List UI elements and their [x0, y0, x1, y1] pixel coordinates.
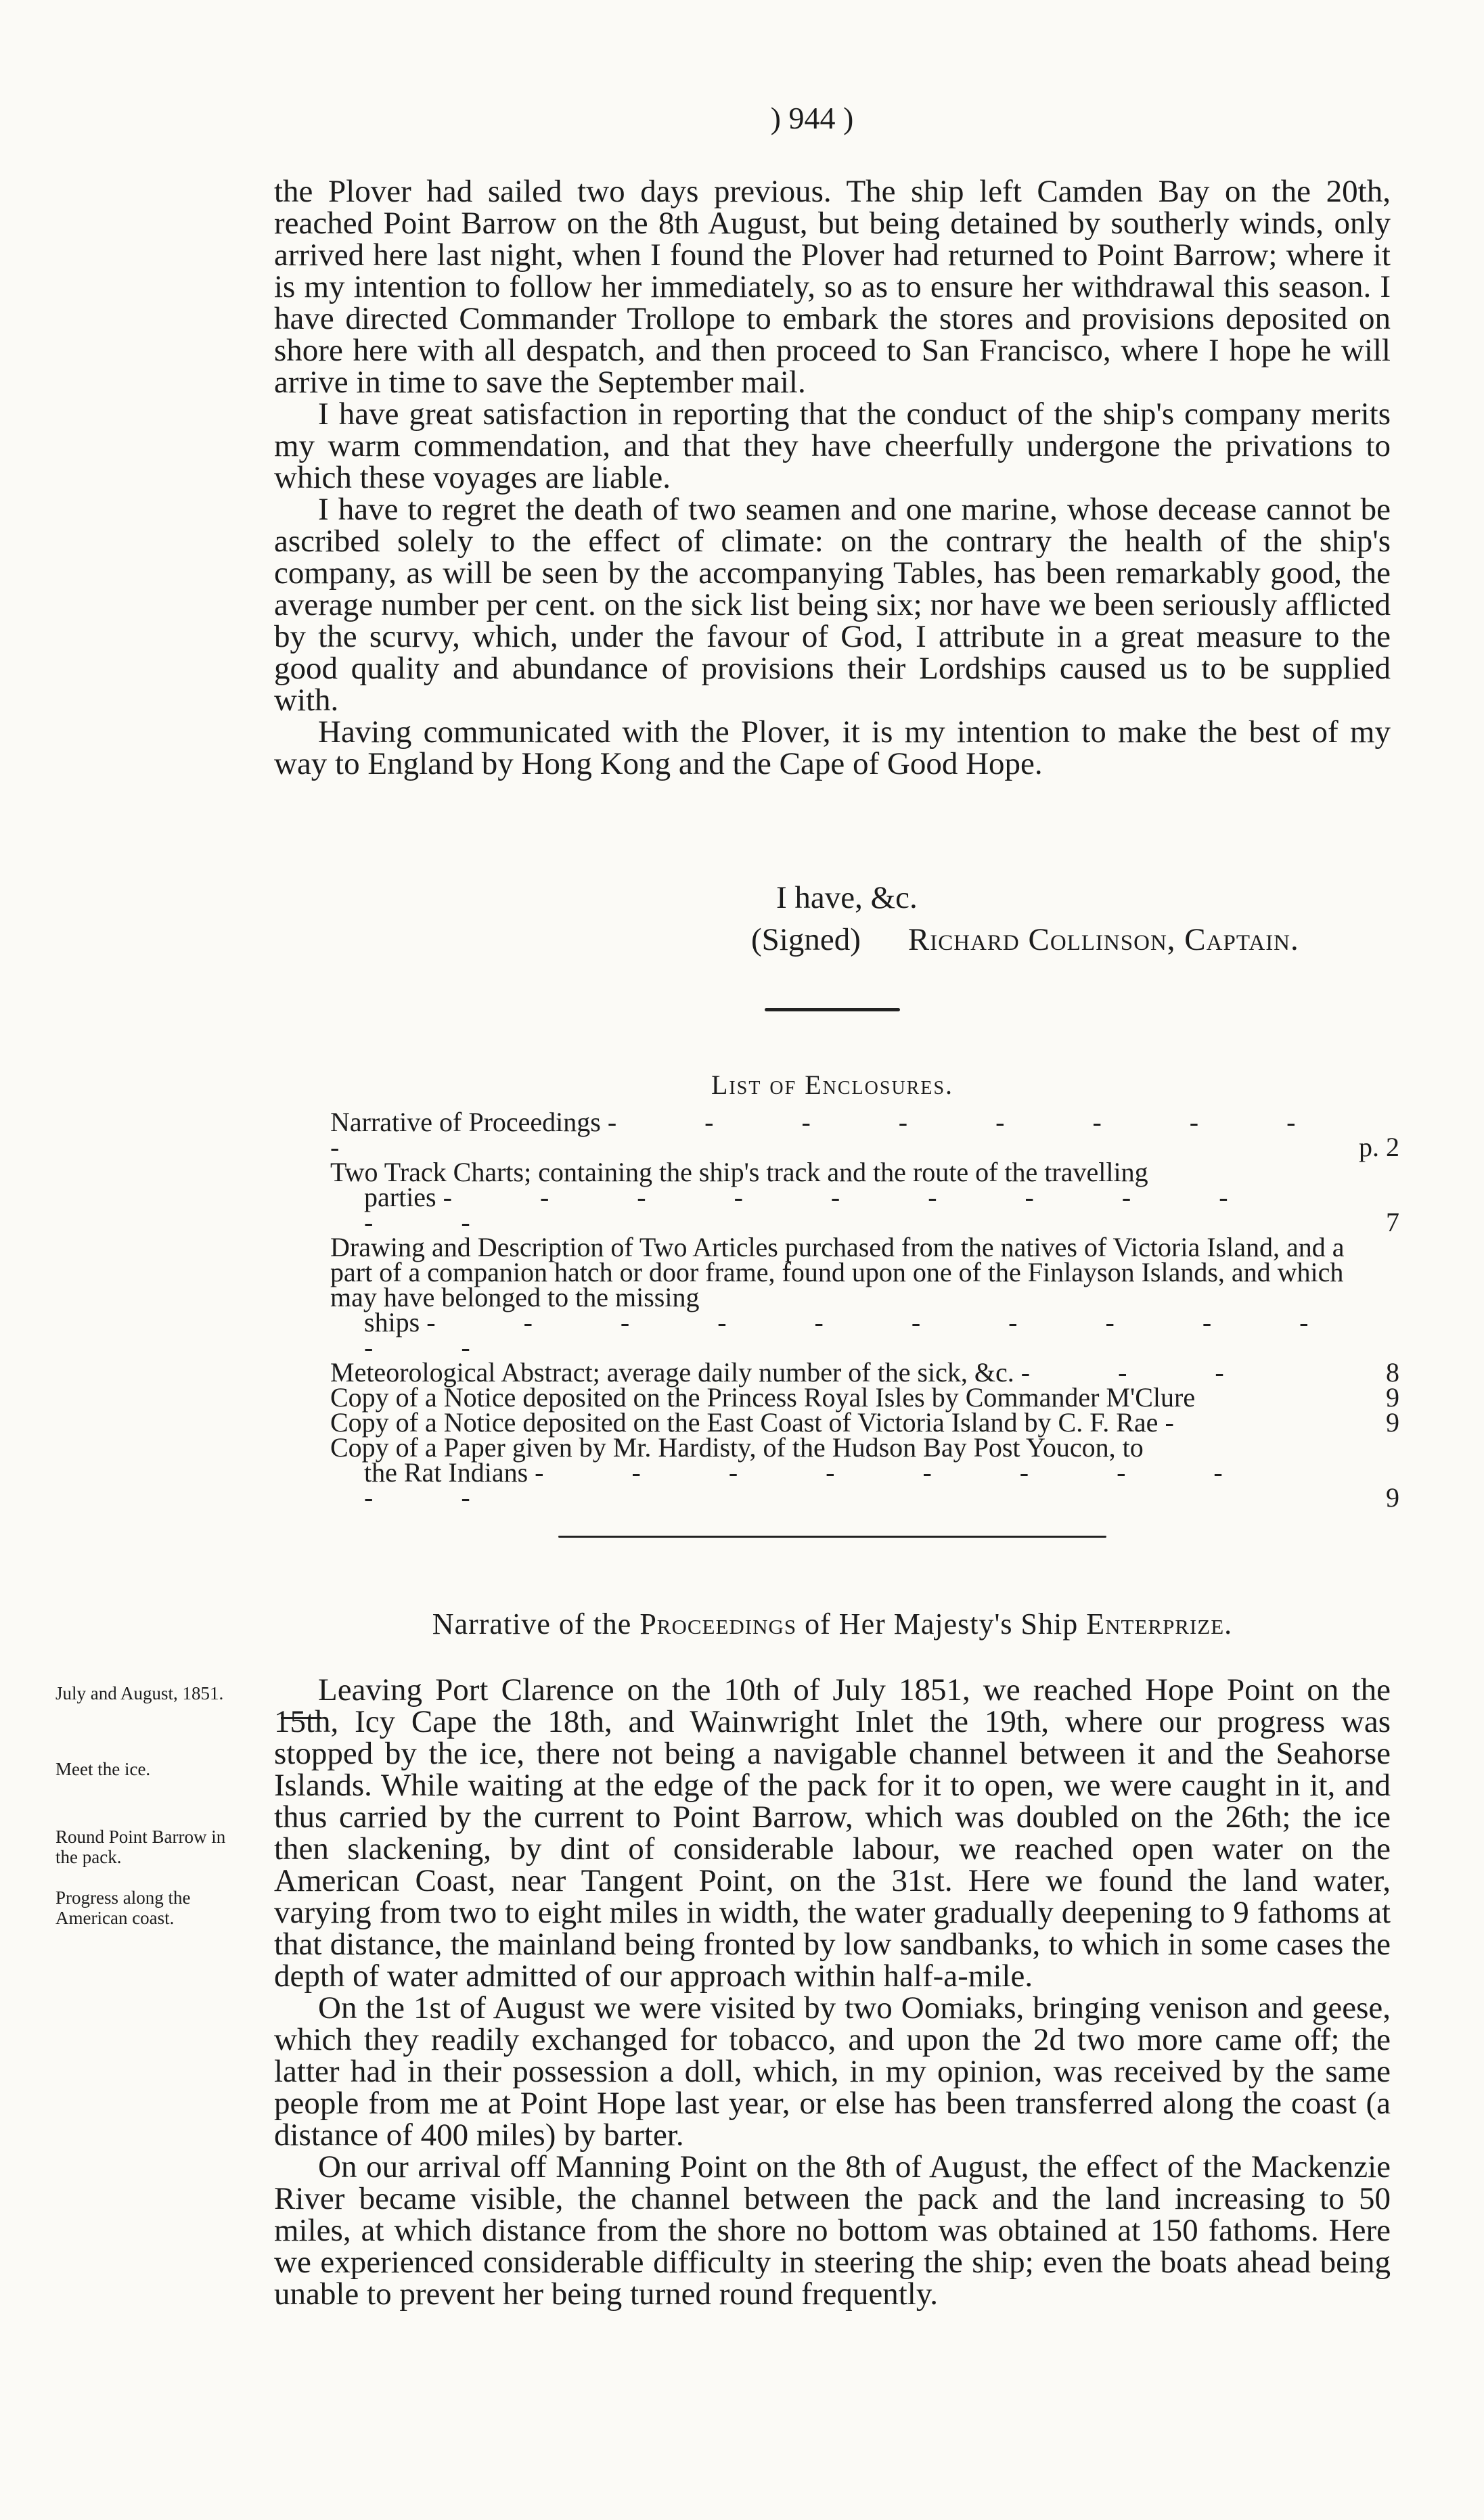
narrative-paragraph: On our arrival off Manning Point on the 8th of August, the effect of the Mackenzie River became visible, the channel between the pack and the land increasing to 50 miles, at which distance from the shore no bottom was obtained at 150 fathoms. Here we experienced considerable difficulty in steering the ship; even the boats ahead being unable to prevent her being turned round frequently. [274, 2149, 1391, 2312]
narrative-title [274, 1607, 1391, 1641]
letter-paragraph: I have to regret the death of two seamen and one marine, whose decease cannot be ascribed solely to the effect of climate: on the contrary the health of the ship's company, as will be seen by the accompanying Tables, has been remarkably good, the average number per cent. on the sick list being six; nor have we been seriously afflicted by the scurvy, which, under the favour of God, I attribute in a great measure to the good quality and abundance of provisions their Lordships caused us to be supplied with. [274, 492, 1391, 718]
letter-paragraph: the Plover had sailed two days previous. The ship left Camden Bay on the 20th, reached Point Barrow on the 8th August, but being detained by southerly winds, only arrived here last night, when I found the Plover had returned to Point Barrow; where it is my intention to follow her immediately, so as to ensure her withdrawal this season. I have directed Commander Trollope to embark the stores and provisions deposited on shore here with all despatch, and then proceed to San Francisco, where I hope he will arrive in time to save the September mail. [274, 174, 1391, 400]
narrative-title-proceedings: Proceedings [639, 1607, 797, 1641]
narrative-title-prefix: Narrative of the [432, 1607, 632, 1641]
enclosure-text: Copy of a Notice deposited on the East Coast of Victoria Island by C. F. Rae [330, 1407, 1159, 1438]
margin-note: Progress along the American coast. [55, 1887, 191, 1928]
enclosure-text: Copy of a Paper given by Mr. Hardisty, of the Hudson Bay Post Youcon, to [330, 1432, 1144, 1463]
list-item [330, 1357, 1399, 1388]
signed-label: (Signed) [751, 922, 861, 957]
list-item [330, 1157, 1399, 1237]
section-divider [765, 1008, 900, 1011]
list-item [330, 1109, 1399, 1160]
enclosure-page: p. 2 [1359, 1132, 1399, 1162]
enclosure-leader: - - - - - - - - - - - - [364, 1307, 1349, 1362]
enclosure-leader: - [1165, 1407, 1215, 1438]
closing-line: I have, &c. [776, 880, 918, 915]
enclosure-text: Copy of a Notice deposited on the Princess Royal Isles by Commander M'Clure [330, 1382, 1196, 1413]
list-item [330, 1432, 1399, 1513]
enclosure-text: Meteorological Abstract; average daily number of the sick, &c. [330, 1357, 1014, 1388]
enclosure-page: 9 [1386, 1407, 1399, 1438]
enclosure-text: Two Track Charts; containing the ship's track and the route of the travelling [330, 1157, 1148, 1187]
narrative-paragraph: On the 1st of August we were visited by two Oomiaks, bringing venison and geese, which they readily exchanged for tobacco, and upon the 2d two more came off; the latter had in their possession a doll, which, in my opinion, was received by the same people from me at Point Hope last year, or else has been transferred along the coast (a distance of 400 miles) by barter. [274, 1990, 1391, 2153]
list-item [330, 1382, 1399, 1413]
enclosure-cont: the Rat Indians [364, 1457, 529, 1488]
margin-note: Meet the ice. [55, 1759, 151, 1779]
enclosure-leader: - - - - - - - - - - [364, 1457, 1263, 1513]
enclosure-page: 9 [1386, 1482, 1399, 1513]
enclosure-leader: - - - [1020, 1357, 1265, 1388]
signature-line [751, 921, 1299, 958]
enclosure-page: 8 [1386, 1357, 1399, 1388]
narrative-title-mid: of Her Majesty's Ship [805, 1607, 1079, 1641]
letter-body [274, 176, 1391, 780]
enclosure-leader: - - - - - - - - - [330, 1107, 1336, 1162]
enclosure-cont: parties [364, 1182, 436, 1212]
page-number: ) 944 ) [770, 101, 854, 135]
enclosure-text: Drawing and Description of Two Articles purchased from the natives of Victoria Island, and a part of a companion hatch or door frame, found upon one of the Finlayson Islands, and which may have belonged to the missing [330, 1232, 1345, 1312]
section-divider [558, 1536, 1106, 1538]
enclosure-cont: ships [364, 1307, 420, 1337]
list-item [330, 1407, 1399, 1438]
enclosure-leader: - - - - - - - - - - - [364, 1182, 1269, 1237]
enclosures-title: List of Enclosures. [711, 1070, 954, 1100]
enclosures-list [330, 1107, 1399, 1513]
enclosure-page: 7 [1386, 1207, 1399, 1237]
list-item [330, 1232, 1399, 1362]
narrative-paragraph: Leaving Port Clarence on the 10th of July 1851, we reached Hope Point on the 15th, Icy Cape the 18th, and Wainwright Inlet the 19th, where our progress was stopped by the ice, there not being a navigable channel between it and the Seahorse Islands. While waiting at the edge of the pack for it to open, we were caught in it, and thus carried by the current to Point Barrow, which was doubled on the 26th; the ice then slackening, by dint of considerable labour, we reached open water on the American Coast, near Tangent Point, on the 31st. Here we found the land water, varying from two to eight miles in width, the water gradually deepening to 9 fathoms at that distance, the mainland being fronted by low sandbanks, to which in some cases the depth of water admitted of our approach within half-a-mile. [274, 1672, 1391, 1994]
narrative-body [274, 1674, 1391, 2310]
letter-paragraph: I have great satisfaction in reporting that the conduct of the ship's company merits my warm commendation, and that they have cheerfully undergone the privations to which these voyages are liable. [274, 396, 1391, 495]
letter-paragraph: Having communicated with the Plover, it is my intention to make the best of my way to England by Hong Kong and the Cape of Good Hope. [274, 714, 1391, 781]
enclosure-page: 9 [1386, 1382, 1399, 1413]
enclosure-text: Narrative of Proceedings [330, 1107, 601, 1137]
margin-note: Round Point Barrow in the pack. [55, 1827, 226, 1867]
margin-note: July and August, 1851. [55, 1683, 224, 1703]
signature-name: Richard Collinson, Captain. [907, 922, 1299, 957]
narrative-title-ship: Enterprize. [1086, 1607, 1233, 1641]
